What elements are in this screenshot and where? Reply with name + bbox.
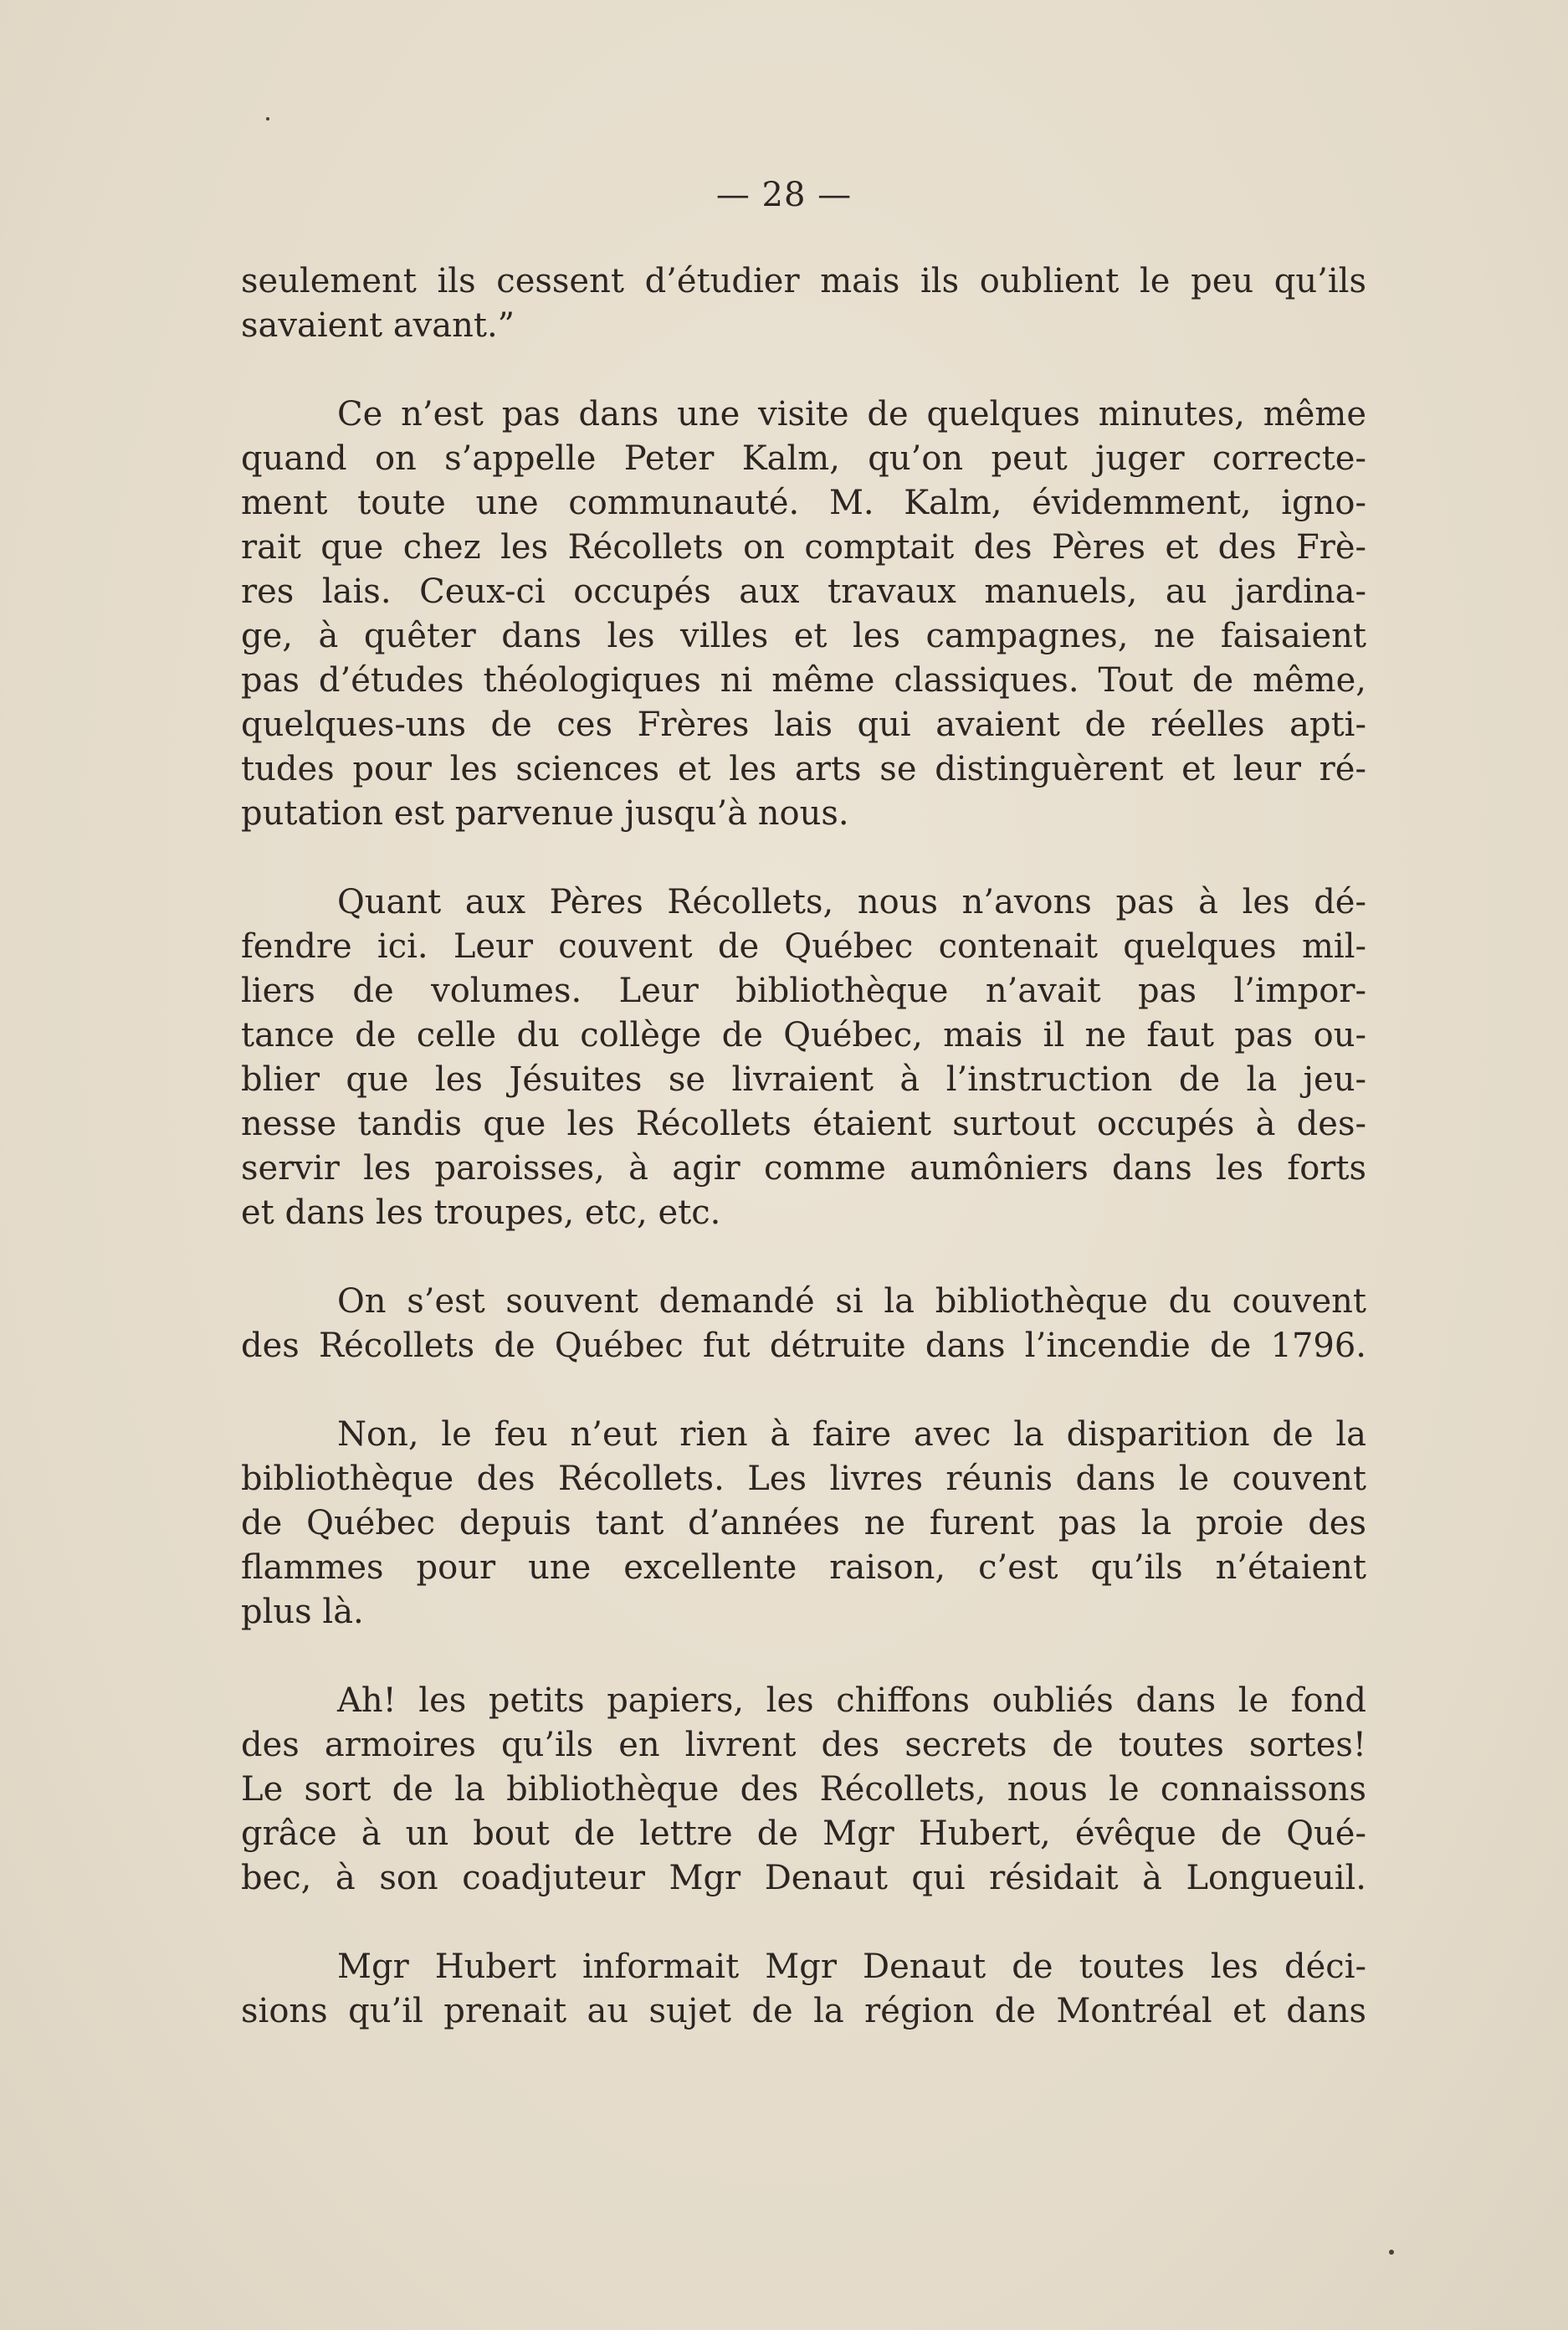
text-line: ment toute une communauté. M. Kalm, évidemment, igno- xyxy=(241,484,1366,522)
text-line: quelques-uns de ces Frères lais qui avaient de réelles apti- xyxy=(241,706,1366,744)
text-line: On s’est souvent demandé si la bibliothèque du couvent xyxy=(337,1282,1366,1321)
text-line: des Récollets de Québec fut détruite dans l’incendie de 1796. xyxy=(241,1327,1366,1365)
text-line: bibliothèque des Récollets. Les livres réunis dans le couvent xyxy=(241,1460,1366,1498)
paper-speck xyxy=(266,117,269,121)
paragraph xyxy=(241,1945,1366,2034)
text-line: de Québec depuis tant d’années ne furent pas la proie des xyxy=(241,1504,1366,1542)
text-line: putation est parvenue jusqu’à nous. xyxy=(241,794,849,833)
text-line: et dans les troupes, etc, etc. xyxy=(241,1193,721,1232)
text-line: bec, à son coadjuteur Mgr Denaut qui résidait à Longueuil. xyxy=(241,1859,1366,1897)
paragraph xyxy=(241,393,1366,836)
text-line: Ah! les petits papiers, les chiffons oubliés dans le fond xyxy=(337,1681,1366,1720)
text-line: Non, le feu n’eut rien à faire avec la disparition de la xyxy=(337,1415,1366,1454)
paper-speck xyxy=(1389,2250,1394,2255)
text-line: tudes pour les sciences et les arts se distinguèrent et leur ré- xyxy=(241,750,1366,788)
text-line: nesse tandis que les Récollets étaient surtout occupés à des- xyxy=(241,1105,1366,1143)
text-line: ge, à quêter dans les villes et les campagnes, ne faisaient xyxy=(241,617,1366,655)
text-line: savaient avant.” xyxy=(241,306,515,345)
text-line: rait que chez les Récollets on comptait des Pères et des Frè- xyxy=(241,528,1366,567)
text-line: Ce n’est pas dans une visite de quelques minutes, même xyxy=(337,395,1366,434)
text-line: blier que les Jésuites se livraient à l’instruction de la jeu- xyxy=(241,1060,1366,1099)
text-line: plus là. xyxy=(241,1593,364,1631)
text-line: Mgr Hubert informait Mgr Denaut de toutes les déci- xyxy=(337,1948,1366,1986)
text-line: liers de volumes. Leur bibliothèque n’avait pas l’impor- xyxy=(241,972,1366,1010)
paragraph xyxy=(241,1413,1366,1635)
paragraph xyxy=(241,1280,1366,1368)
page-number: — 28 — xyxy=(715,176,853,214)
paragraph xyxy=(241,1679,1366,1901)
text-line: Le sort de la bibliothèque des Récollets, nous le connaissons xyxy=(241,1770,1366,1809)
text-line: quand on s’appelle Peter Kalm, qu’on peut juger correcte- xyxy=(241,439,1366,478)
text-line: sions qu’il prenait au sujet de la région de Montréal et dans xyxy=(241,1992,1366,2030)
text-line: tance de celle du collège de Québec, mais il ne faut pas ou- xyxy=(241,1016,1366,1055)
paragraph xyxy=(241,880,1366,1235)
text-line: res lais. Ceux-ci occupés aux travaux manuels, au jardina- xyxy=(241,572,1366,611)
text-line: pas d’études théologiques ni même classiques. Tout de même, xyxy=(241,661,1366,700)
text-line: des armoires qu’ils en livrent des secrets de toutes sortes! xyxy=(241,1726,1366,1764)
text-line: grâce à un bout de lettre de Mgr Hubert, évêque de Qué- xyxy=(241,1814,1366,1853)
text-line: seulement ils cessent d’étudier mais ils oublient le peu qu’ils xyxy=(241,262,1366,300)
text-line: servir les paroisses, à agir comme aumôniers dans les forts xyxy=(241,1149,1366,1188)
text-line: fendre ici. Leur couvent de Québec contenait quelques mil- xyxy=(241,927,1366,966)
body-text xyxy=(241,259,1366,2034)
paragraph xyxy=(241,259,1366,348)
text-line: Quant aux Pères Récollets, nous n’avons pas à les dé- xyxy=(337,883,1366,921)
text-line: flammes pour une excellente raison, c’est qu’ils n’étaient xyxy=(241,1548,1366,1587)
